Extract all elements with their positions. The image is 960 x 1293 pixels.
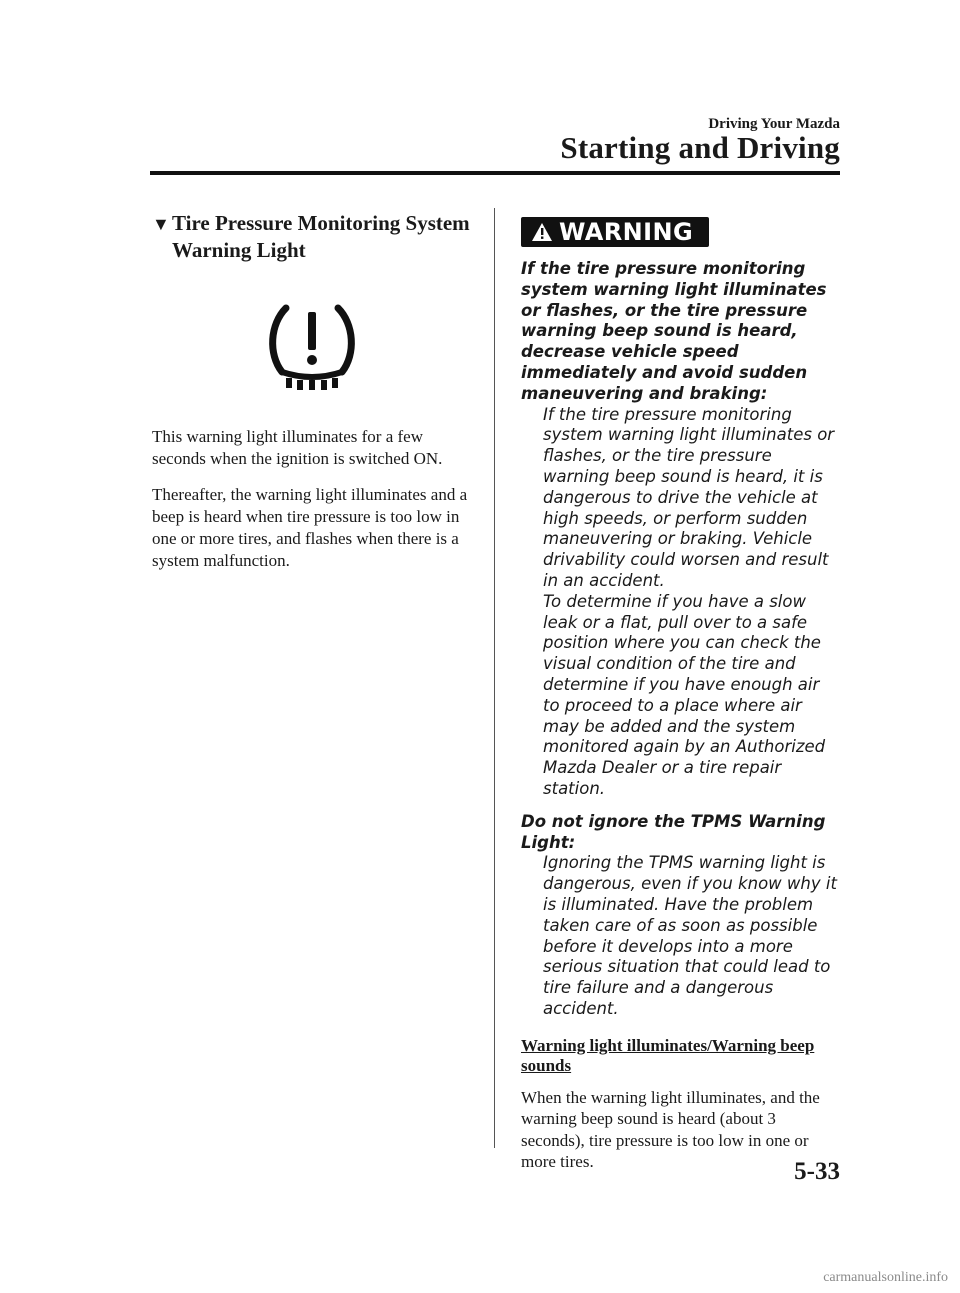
section-heading [152,210,470,264]
intro-paragraph: This warning light illuminates for a few seconds when the ignition is switched ON. [152,427,443,468]
header-chapter-title: Starting and Driving [560,130,840,165]
header-section-title: Driving Your Mazda [708,116,840,132]
warning-item1-body2: To determine if you have a slow leak or a flat, pull over to a safe position where you can check the visual condition of the tire and determine if you have enough air to proceed to a place where air may be added and the system monitored again by an Authorized Mazda Dealer or a tire repair station. [543,591,826,798]
warning-item2-title: Do not ignore the TPMS Warning Light: [521,811,826,852]
right-column [521,217,841,1173]
behavior-paragraph: Thereafter, the warning light illuminates and a beep is heard when tire pressure is too low in one or more tires, and flashes when there is a system malfunction. [152,485,468,570]
subsection-heading: Warning light illuminates/Warning beep sounds [521,1035,815,1075]
column-divider [494,208,495,1148]
watermark: carmanualsonline.info [823,1270,948,1285]
subsection-paragraph: When the warning light illuminates, and the warning beep sound is heard (about 3 seconds), tire pressure is too low in one or more tires. [521,1087,820,1172]
heading-triangle-marker: ▼ [152,214,170,234]
page-number: 5-33 [794,1158,840,1185]
warning-item2-body: Ignoring the TPMS warning light is dangerous, even if you know why it is illuminated. Have the problem taken care of as soon as possible before it develops into a more serious situation that could lead to tire failure and a dangerous accident. [543,853,837,1018]
header-rule [150,171,840,175]
warning-item1-title: If the tire pressure monitoring system warning light illuminates or flashes, or the tire pressure warning beep sound is heard, decrease vehicle speed immediately and avoid sudden maneuvering and braking: [521,259,827,403]
warning-badge [521,217,709,247]
tire-pressure-warning-icon [264,302,360,390]
warning-item1-body1: If the tire pressure monitoring system warning light illuminates or flashes, or the tire pressure warning beep sound is heard, it is dangerous to drive the vehicle at high speeds, or perform sudden maneuvering or braking. Vehicle drivability could worsen and result in an accident. [543,404,835,590]
left-column [152,210,470,572]
section-heading-text: Tire Pressure Monitoring System Warning Light [172,211,470,262]
warning-label: WARNING [559,218,694,246]
warning-triangle-icon [531,222,553,242]
